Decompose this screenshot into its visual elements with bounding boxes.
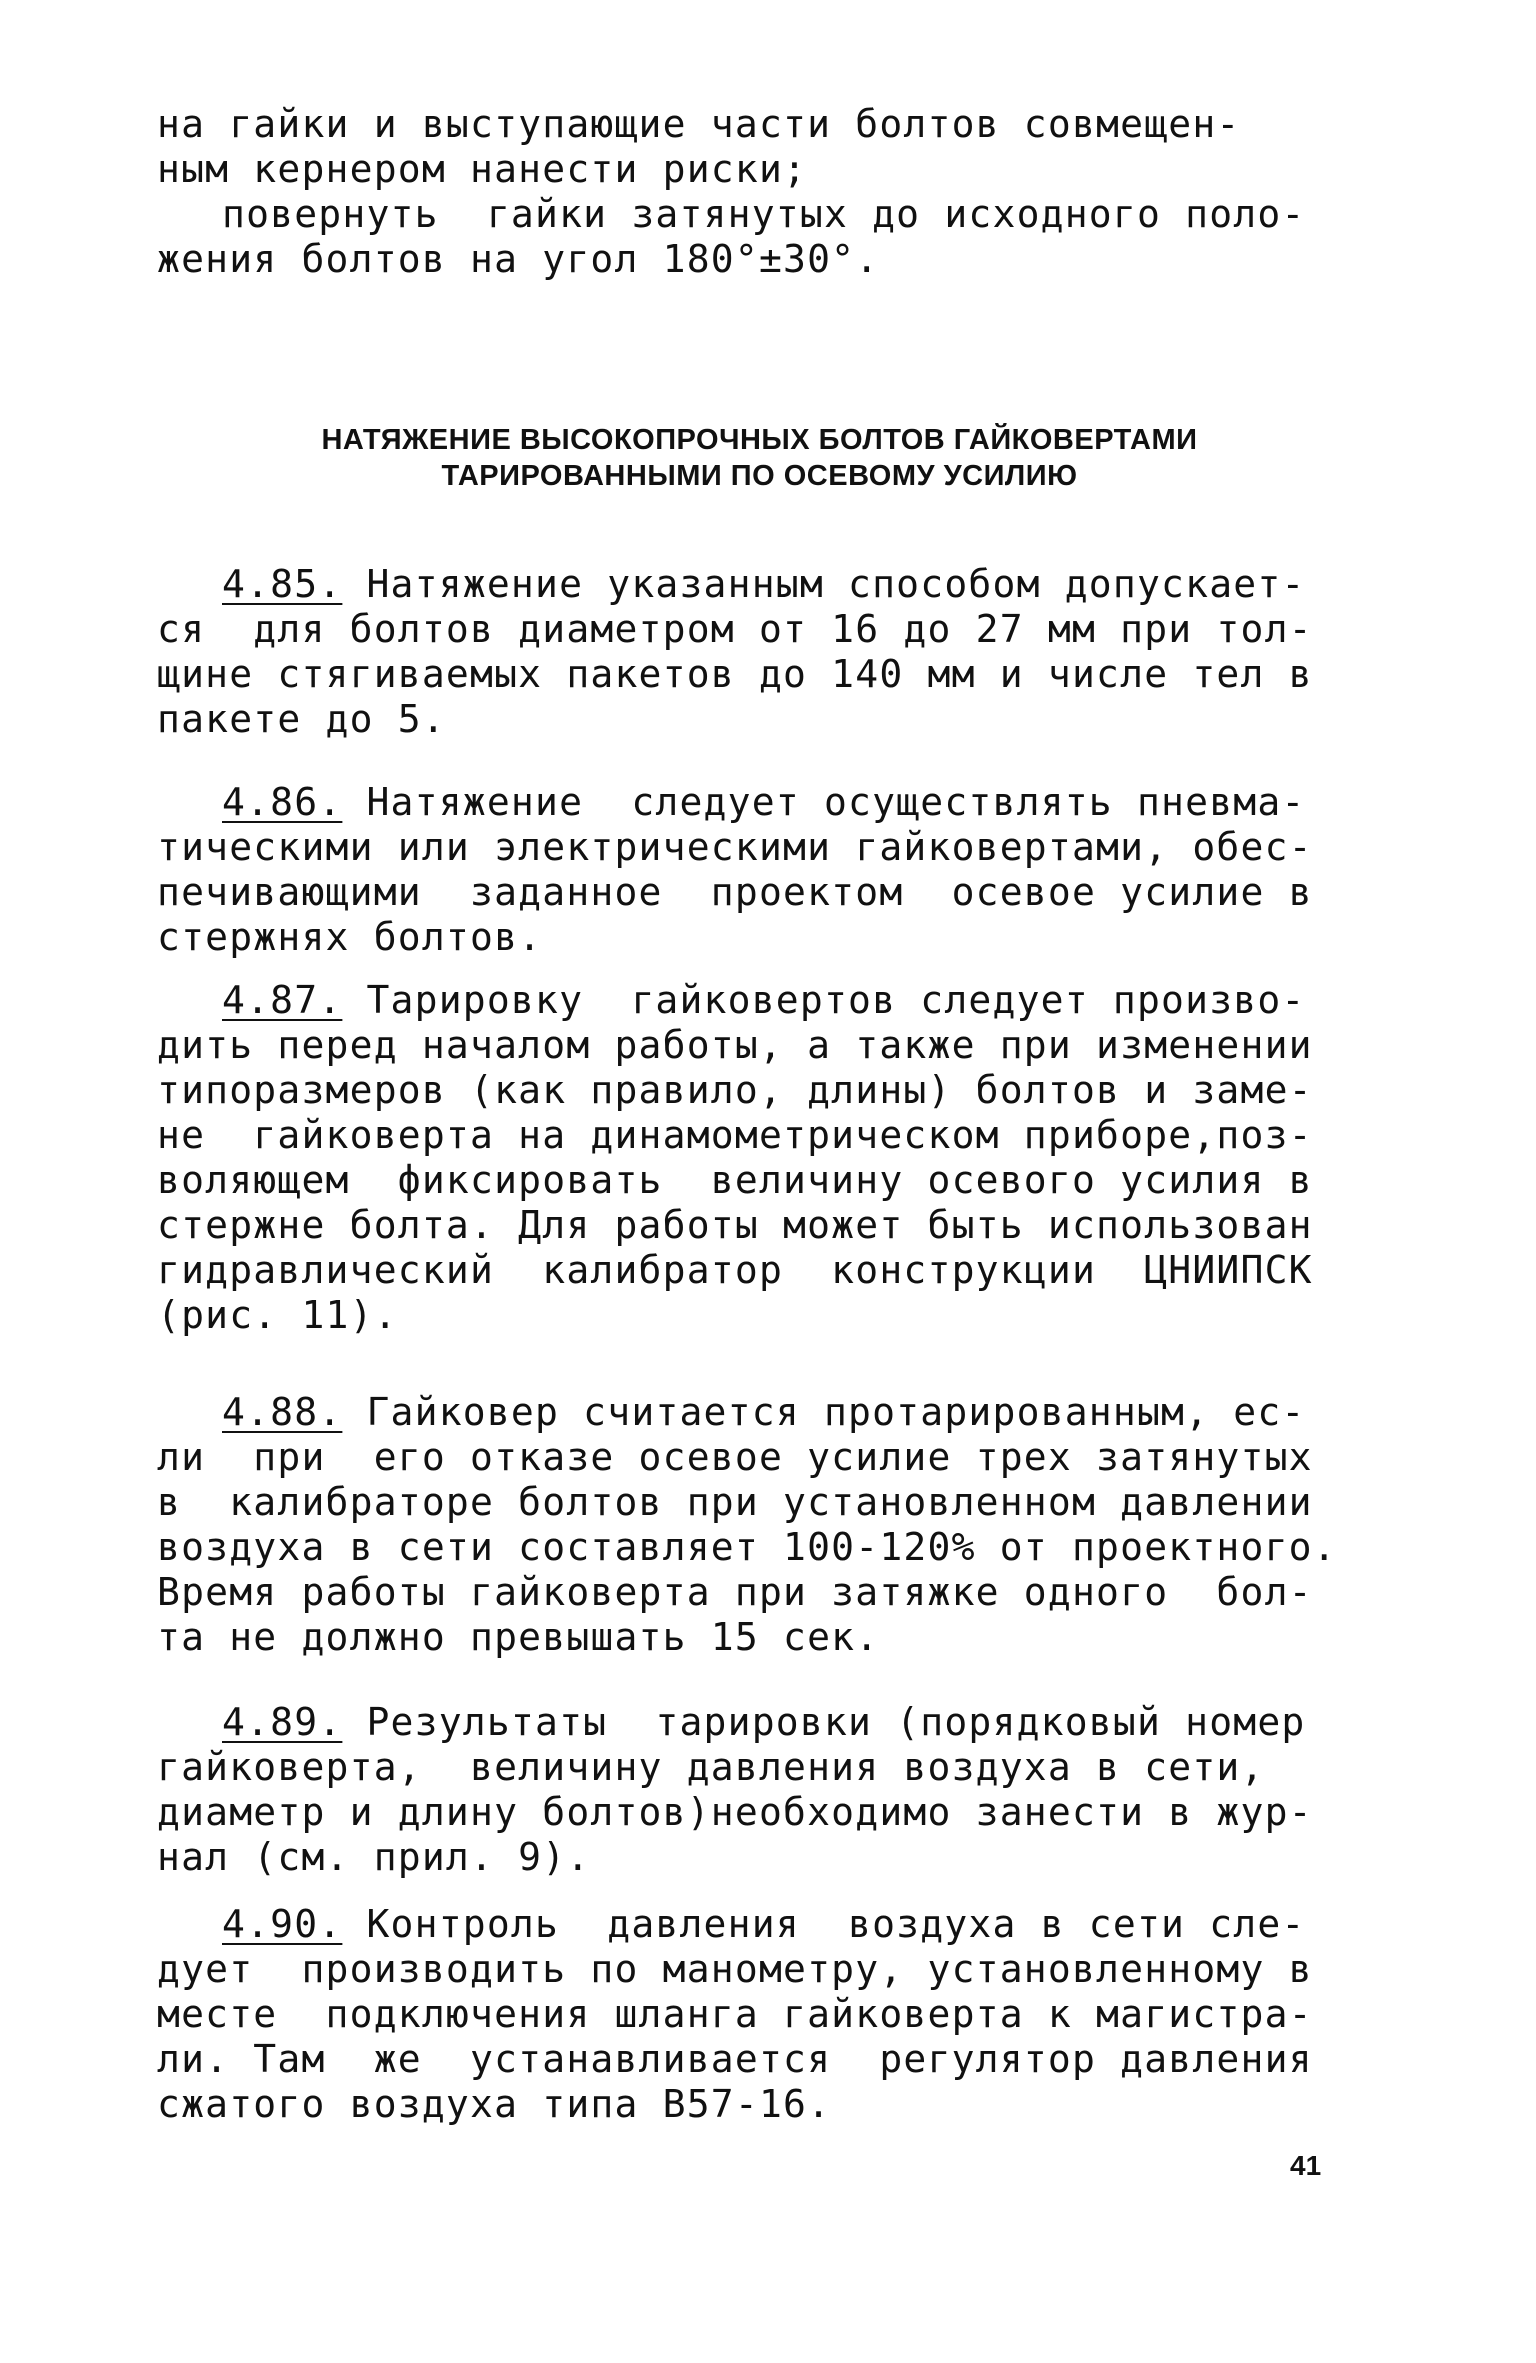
- paragraph-first-line: [157, 978, 1362, 1023]
- text-line: дует производить по манометру, установленному в: [157, 1947, 1313, 1991]
- paragraph-text: Результаты тарировки (порядковый номер: [342, 1700, 1306, 1744]
- text-line: воздуха в сети составляет 100-120% от проектного.: [157, 1525, 1337, 1569]
- paragraph-first-line: [157, 1700, 1362, 1745]
- paragraph-text: Натяжение указанным способом допускает-: [342, 562, 1306, 606]
- paragraph-number: 4.88.: [222, 1390, 343, 1434]
- text-line: повернуть гайки затянутых до исходного поло-: [222, 192, 1306, 236]
- paragraph-first-line: [157, 780, 1362, 825]
- text-line: воляющем фиксировать величину осевого усилия в: [157, 1158, 1313, 1202]
- paragraph-4-86: [157, 780, 1362, 960]
- text-line: ли. Там же устанавливается регулятор давления: [157, 2037, 1313, 2081]
- text-line: ся для болтов диаметром от 16 до 27 мм при тол-: [157, 607, 1313, 651]
- text-line: гидравлический калибратор конструкции ЦНИИПСК: [157, 1248, 1313, 1292]
- paragraph-first-line: [157, 1390, 1362, 1435]
- text-line: стержнях болтов.: [157, 915, 543, 959]
- text-line: ным кернером нанести риски;: [157, 147, 808, 191]
- paragraph-number: 4.86.: [222, 780, 343, 824]
- text-line: печивающими заданное проектом осевое усилие в: [157, 870, 1313, 914]
- text-line: в калибраторе болтов при установленном давлении: [157, 1480, 1313, 1524]
- text-line: нал (см. прил. 9).: [157, 1835, 591, 1879]
- intro-paragraph: [157, 102, 1362, 282]
- paragraph-number: 4.87.: [222, 978, 343, 1022]
- paragraph-text: Контроль давления воздуха в сети сле-: [342, 1902, 1306, 1946]
- paragraph-text: Тарировку гайковертов следует произво-: [342, 978, 1306, 1022]
- text-line: тическими или электрическими гайковертами, обес-: [157, 825, 1313, 869]
- text-line: сжатого воздуха типа В57-16.: [157, 2082, 832, 2126]
- paragraph-4-89: [157, 1700, 1362, 1880]
- text-line: (рис. 11).: [157, 1293, 398, 1337]
- text-line: щине стягиваемых пакетов до 140 мм и числе тел в: [157, 652, 1313, 696]
- paragraph-first-line: [157, 562, 1362, 607]
- text-line: на гайки и выступающие части болтов совмещен-: [157, 102, 1241, 146]
- text-line: пакете до 5.: [157, 697, 446, 741]
- text-line: гайковерта, величину давления воздуха в сети,: [157, 1745, 1265, 1789]
- text-line: диаметр и длину болтов)необходимо занести в жур-: [157, 1790, 1313, 1834]
- page-number: 41: [1290, 2150, 1322, 2181]
- text-line: типоразмеров (как правило, длины) болтов и заме-: [157, 1068, 1313, 1112]
- text-line: ли при его отказе осевое усилие трех затянутых: [157, 1435, 1313, 1479]
- paragraph-number: 4.90.: [222, 1902, 343, 1946]
- paragraph-4-87: [157, 978, 1362, 1338]
- paragraph-text: Натяжение следует осуществлять пневма-: [342, 780, 1306, 824]
- paragraph-4-85: [157, 562, 1362, 742]
- text-line: жения болтов на угол 180°±30°.: [157, 237, 880, 281]
- heading-line-1: НАТЯЖЕНИЕ ВЫСОКОПРОЧНЫХ БОЛТОВ ГАЙКОВЕРТАМИ: [321, 424, 1198, 456]
- paragraph-first-line: [157, 1902, 1362, 1947]
- text-line: не гайковерта на динамометрическом приборе,поз-: [157, 1113, 1313, 1157]
- text-line: та не должно превышать 15 сек.: [157, 1615, 880, 1659]
- paragraph-4-90: [157, 1902, 1362, 2127]
- text-line: дить перед началом работы, а также при изменении: [157, 1023, 1313, 1067]
- paragraph-number: 4.85.: [222, 562, 343, 606]
- text-line: месте подключения шланга гайковерта к магистра-: [157, 1992, 1313, 2036]
- text-line: стержне болта. Для работы может быть использован: [157, 1203, 1313, 1247]
- paragraph-text: Гайковер считается протарированным, ес-: [342, 1390, 1306, 1434]
- paragraph-number: 4.89.: [222, 1700, 343, 1744]
- paragraph-4-88: [157, 1390, 1362, 1660]
- heading-line-2: ТАРИРОВАННЫМИ ПО ОСЕВОМУ УСИЛИЮ: [441, 460, 1078, 492]
- text-line: Время работы гайковерта при затяжке одного бол-: [157, 1570, 1313, 1614]
- section-heading: [157, 422, 1362, 494]
